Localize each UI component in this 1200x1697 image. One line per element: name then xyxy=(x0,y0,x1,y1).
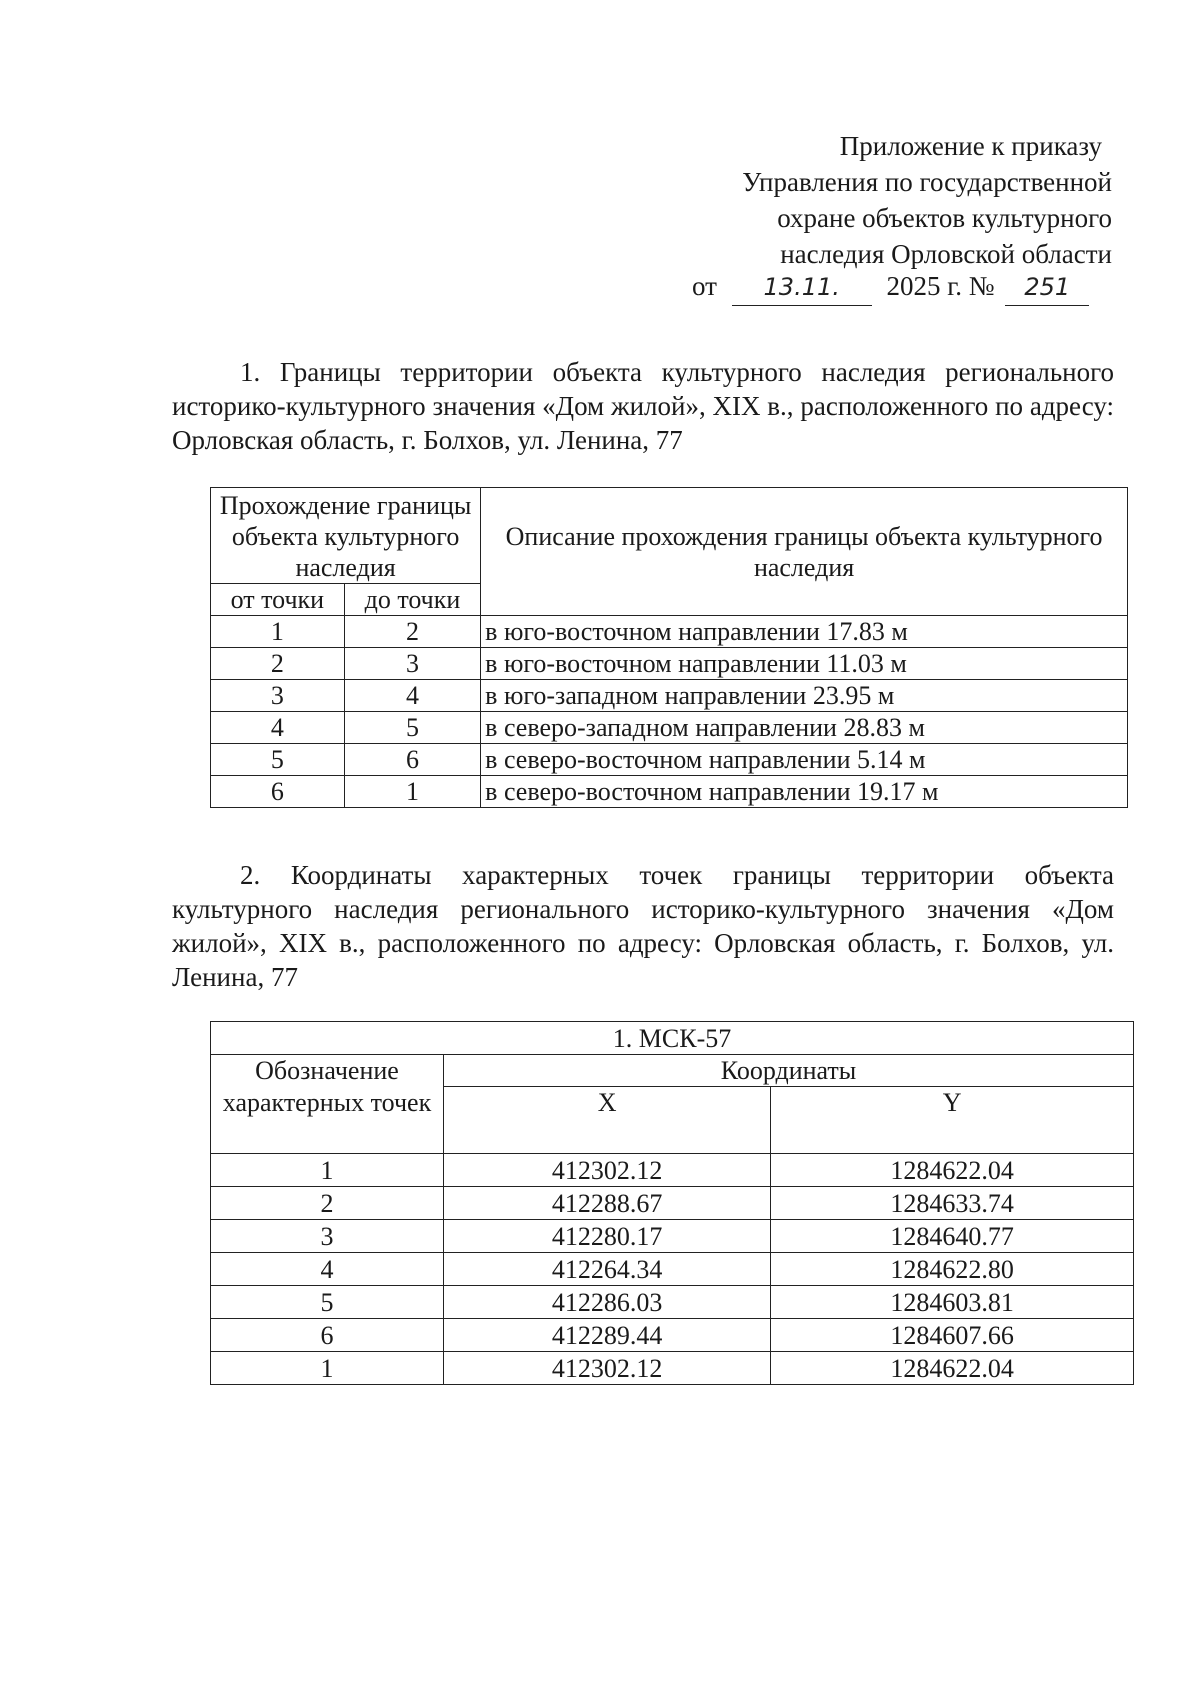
from-point: 1 xyxy=(211,616,345,648)
table-row xyxy=(211,776,1128,808)
to-point: 1 xyxy=(344,776,480,808)
to-point: 6 xyxy=(344,744,480,776)
from-point: 2 xyxy=(211,648,345,680)
coordinate-system-title: 1. МСК-57 xyxy=(211,1022,1134,1055)
x-value: 412286.03 xyxy=(444,1286,771,1319)
header-y: Y xyxy=(771,1087,1134,1154)
x-value: 412280.17 xyxy=(444,1220,771,1253)
from-point: 6 xyxy=(211,776,345,808)
handwritten-date: 13.11. xyxy=(732,269,872,306)
appendix-line-3: охране объектов культурного xyxy=(777,203,1112,233)
point-label: 1 xyxy=(211,1154,444,1187)
section-2-text: 2. Координаты характерных точек границы территории объекта культурного наследия регионального историко-культурного значения «Дом жилой», XIX в., расположенного по адресу: Орловская область, г. Болхов, ул. Ленина, 77 xyxy=(172,860,1114,992)
table-row xyxy=(211,680,1128,712)
point-label: 3 xyxy=(211,1220,444,1253)
y-value: 1284607.66 xyxy=(771,1319,1134,1352)
order-date-line xyxy=(692,268,1089,306)
to-point: 2 xyxy=(344,616,480,648)
point-label: 6 xyxy=(211,1319,444,1352)
to-point: 4 xyxy=(344,680,480,712)
x-value: 412288.67 xyxy=(444,1187,771,1220)
boundary-description: в юго-западном направлении 23.95 м xyxy=(481,680,1128,712)
point-label: 4 xyxy=(211,1253,444,1286)
from-point: 3 xyxy=(211,680,345,712)
table-row xyxy=(211,1319,1134,1352)
table-row xyxy=(211,1220,1134,1253)
header-boundary-pass: Прохождение границы объекта культурного наследия xyxy=(211,488,481,584)
to-point: 3 xyxy=(344,648,480,680)
boundary-description-table xyxy=(210,487,1128,808)
point-label: 2 xyxy=(211,1187,444,1220)
y-value: 1284622.04 xyxy=(771,1352,1134,1385)
x-value: 412289.44 xyxy=(444,1319,771,1352)
y-value: 1284622.04 xyxy=(771,1154,1134,1187)
appendix-line-4: наследия Орловской области xyxy=(780,239,1112,269)
year-text: 2025 г. № xyxy=(886,271,995,301)
handwritten-number: 251 xyxy=(1005,269,1089,306)
y-value: 1284640.77 xyxy=(771,1220,1134,1253)
table-row xyxy=(211,1286,1134,1319)
boundary-description: в северо-западном направлении 28.83 м xyxy=(481,712,1128,744)
y-value: 1284633.74 xyxy=(771,1187,1134,1220)
x-value: 412264.34 xyxy=(444,1253,771,1286)
table-row xyxy=(211,648,1128,680)
table-row xyxy=(211,1352,1134,1385)
table-row xyxy=(211,1253,1134,1286)
table-row xyxy=(211,1187,1134,1220)
to-point: 5 xyxy=(344,712,480,744)
table-row xyxy=(211,744,1128,776)
header-to-point: до точки xyxy=(344,584,480,616)
header-point-designation: Обозначение характерных точек xyxy=(211,1055,444,1154)
x-value: 412302.12 xyxy=(444,1154,771,1187)
point-label: 5 xyxy=(211,1286,444,1319)
boundary-description: в северо-восточном направлении 19.17 м xyxy=(481,776,1128,808)
y-value: 1284622.80 xyxy=(771,1253,1134,1286)
x-value: 412302.12 xyxy=(444,1352,771,1385)
table-row xyxy=(211,616,1128,648)
coordinates-table xyxy=(210,1021,1134,1385)
header-boundary-description: Описание прохождения границы объекта культурного наследия xyxy=(481,488,1128,616)
table-row xyxy=(211,712,1128,744)
boundary-description: в северо-восточном направлении 5.14 м xyxy=(481,744,1128,776)
date-prefix: от xyxy=(692,271,717,301)
header-from-point: от точки xyxy=(211,584,345,616)
boundary-description: в юго-восточном направлении 17.83 м xyxy=(481,616,1128,648)
header-coordinates: Координаты xyxy=(444,1055,1134,1087)
section-1-text: 1. Границы территории объекта культурного наследия регионального историко-культурного значения «Дом жилой», XIX в., расположенного по адресу: Орловская область, г. Болхов, ул. Ленина, 77 xyxy=(172,357,1114,455)
appendix-header xyxy=(642,128,1112,272)
header-x: X xyxy=(444,1087,771,1154)
point-label: 1 xyxy=(211,1352,444,1385)
table-row xyxy=(211,1154,1134,1187)
boundary-description: в юго-восточном направлении 11.03 м xyxy=(481,648,1128,680)
from-point: 5 xyxy=(211,744,345,776)
from-point: 4 xyxy=(211,712,345,744)
appendix-line-1: Приложение к приказу xyxy=(839,131,1102,161)
appendix-line-2: Управления по государственной xyxy=(742,167,1112,197)
y-value: 1284603.81 xyxy=(771,1286,1134,1319)
